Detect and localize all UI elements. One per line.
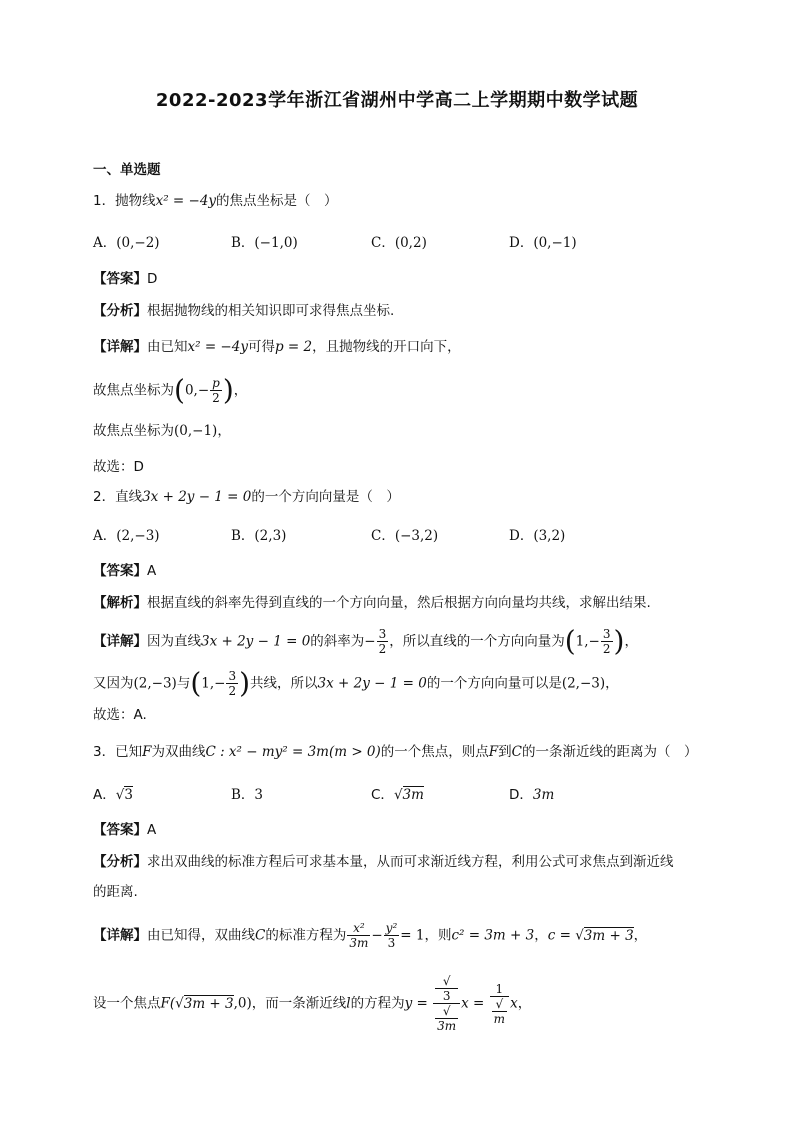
sqrt-sign: √ (115, 787, 125, 803)
q2-option-d[interactable]: D．(3,2) (509, 528, 566, 544)
sqrt-radicand: 3 (435, 988, 458, 1003)
fraction-numerator: √ 3 (433, 974, 460, 1004)
q1-detail-eq: x² = −4y (187, 339, 248, 355)
q1-detail-text: 由已知 (147, 339, 188, 355)
q2-answer (93, 561, 156, 581)
q3-option-c[interactable] (371, 783, 424, 803)
q1-option-b[interactable]: B．(−1,0) (231, 235, 298, 251)
q2-option-b[interactable]: B．(2,3) (231, 528, 287, 544)
q3-detail-eq: c² = 3m + 3 (451, 927, 535, 944)
q1-detail-text: 故焦点坐标为 (93, 382, 174, 399)
fraction (377, 627, 389, 656)
page-title: 2022-2023学年浙江省湖州中学高二上学期期中数学试题 (155, 90, 639, 111)
q2-detail-eq: − (364, 633, 376, 650)
q1-option-c[interactable]: C．(0,2) (371, 235, 427, 251)
q1-detail-text: ， (217, 423, 231, 439)
q3-detail-eq: x = (461, 995, 489, 1012)
fraction-denominator: 2 (602, 642, 611, 656)
q2-detail-text: 因为直线 (147, 633, 201, 650)
option-label: A． (93, 787, 116, 803)
fraction-denominator: 2 (378, 642, 387, 656)
answer-tag: 【答案】 (93, 271, 147, 287)
q3-stem-text: 3．已知 (93, 744, 143, 760)
fraction-numerator: 1 (490, 982, 509, 997)
q3-detail-eq: 3m + 3 (583, 927, 634, 944)
q3-detail-eq: y = (404, 995, 433, 1012)
q2-detail-eq: (2,−3) (561, 675, 606, 692)
fraction-numerator: 3 (602, 627, 611, 641)
right-paren: ) (222, 373, 234, 407)
option-label: C． (371, 787, 394, 803)
fraction-denominator: √ 3m (437, 1004, 457, 1033)
q2-detail-text: ， (624, 633, 638, 650)
q3-stem-text: 为双曲线 (151, 744, 206, 760)
q2-stem-text: 2．直线 (93, 489, 143, 505)
fraction-denominator: 3m (349, 936, 369, 950)
q3-detail-text: 设一个焦点 (93, 995, 161, 1012)
fraction-numerator: x² (347, 921, 370, 936)
q2-detail-eq: 1,− (201, 675, 226, 692)
detail-tag: 【详解】 (93, 927, 147, 944)
left-paren: ( (174, 373, 185, 407)
q2-detail-eq: 3x + 2y − 1 = 0 (317, 675, 427, 692)
fraction (490, 982, 509, 1026)
q3-stem (93, 742, 698, 762)
q3-option-d[interactable] (509, 783, 554, 803)
q3-detail-eq: x (510, 995, 518, 1012)
q3-options (93, 783, 713, 803)
q3-stem-var: F (488, 744, 499, 760)
section-heading: 一、单选题 (93, 162, 161, 178)
left-paren: ( (564, 624, 576, 658)
q1-option-d[interactable]: D．(0,−1) (509, 235, 577, 251)
q3-detail-text: ，则 (424, 927, 452, 944)
q3-detail-text: ， (517, 995, 532, 1012)
q3-detail-text: 的标准方程为 (265, 927, 347, 944)
analysis-tag: 【分析】 (93, 854, 147, 870)
q2-detail-text: ， (605, 675, 619, 692)
q2-detail-eq: (2,−3) (133, 675, 177, 692)
fraction-numerator: 3 (378, 627, 387, 641)
q1-answer-value: D (147, 271, 158, 287)
q3-stem-text: 到 (498, 744, 512, 760)
option-value: 3 (124, 787, 133, 803)
q2-stem-tail: 的一个方向向量是（ ） (251, 489, 400, 505)
q3-detail-line2 (93, 974, 531, 1033)
q3-answer (93, 820, 156, 840)
q3-stem-var: C (511, 744, 523, 760)
q2-detail-text: 的斜率为 (310, 633, 365, 650)
q2-detail-line1 (93, 624, 638, 658)
detail-tag: 【详解】 (93, 339, 147, 355)
q3-detail-line1 (93, 921, 647, 950)
q2-options (93, 524, 713, 544)
fraction (601, 627, 613, 656)
fraction (226, 669, 238, 698)
q3-option-b[interactable]: B．3 (231, 787, 264, 803)
fraction-numerator: y² (385, 921, 398, 935)
q3-detail-text: 的方程为 (350, 995, 405, 1012)
q1-stem-text: 1．抛物线 (93, 193, 156, 209)
sqrt-radicand: 3m (437, 1019, 457, 1033)
q1-analysis-text: 根据抛物线的相关知识即可求得焦点坐标. (147, 303, 395, 319)
q2-detail-text: 又因为 (93, 675, 134, 692)
fraction-numerator: 3 (228, 669, 237, 683)
q3-detail-text: ，而一条渐近线 (251, 995, 347, 1012)
fraction (433, 974, 460, 1033)
sqrt-sign: √ (575, 927, 584, 944)
fraction (384, 921, 400, 950)
q1-analysis (93, 301, 394, 321)
option-value: 3m (532, 787, 555, 803)
q2-detail-text: ，所以直线的一个方向向量为 (389, 633, 565, 650)
q1-option-a[interactable]: A．(0,−2) (93, 235, 160, 251)
fraction-denominator: 3 (387, 936, 396, 950)
q3-analysis-text: 求出双曲线的标准方程后可求基本量，从而可求渐近线方程，利用公式可求焦点到渐近线 (147, 854, 674, 870)
q3-stem-text: 的一个焦点，则点 (380, 744, 489, 760)
q3-detail-text: ， (534, 927, 548, 944)
q1-detail-eq: p = 2 (274, 339, 313, 355)
fraction-numerator: p (212, 376, 220, 390)
q3-detail-eq: ,0) (233, 995, 252, 1012)
q1-detail-eq: (0,−1) (174, 423, 218, 439)
q1-detail-line1 (93, 337, 461, 357)
q3-option-a[interactable] (93, 783, 133, 803)
q1-detail-text: 可得 (247, 339, 275, 355)
answer-tag: 【答案】 (93, 822, 147, 838)
sqrt-sign: √ (175, 995, 184, 1012)
q1-choose: 故选：D (93, 459, 144, 475)
q3-stem-var: F (142, 744, 152, 760)
q1-options (93, 231, 713, 251)
q2-detail-eq: 3x + 2y − 1 = 0 (201, 633, 311, 650)
q3-analysis-line1 (93, 852, 674, 872)
q2-equation: 3x + 2y − 1 = 0 (142, 489, 252, 505)
q3-detail-text: 由已知得，双曲线 (147, 927, 255, 944)
q1-detail-line3 (93, 421, 231, 441)
right-paren: ) (239, 666, 251, 700)
q2-analysis-text: 根据直线的斜率先得到直线的一个方向向量，然后根据方向向量均共线，求解出结果. (147, 595, 651, 611)
q2-option-c[interactable]: C．(−3,2) (371, 528, 439, 544)
minus-sign: − (371, 927, 383, 944)
option-label: D． (509, 787, 533, 803)
fraction-denominator: 2 (212, 391, 220, 405)
sqrt-radicand: m (493, 1011, 506, 1026)
q3-equation: C : x² − my² = 3m(m > 0) (205, 744, 381, 760)
fraction-denominator: √ m (493, 996, 506, 1026)
q3-answer-value: A (147, 822, 157, 838)
q2-analysis (93, 593, 651, 613)
q2-detail-eq: 1,− (575, 633, 600, 650)
q3-detail-var: C (255, 927, 266, 944)
q3-detail-var: l (346, 995, 351, 1012)
q1-answer (93, 269, 157, 289)
q1-detail-text: ， (233, 382, 248, 399)
q3-stem-tail: 的一条渐近线的距离为（ ） (522, 744, 698, 760)
detail-tag: 【详解】 (93, 633, 147, 650)
q1-detail-text: 故焦点坐标为 (93, 423, 174, 439)
answer-tag: 【答案】 (93, 563, 147, 579)
analysis-tag: 【分析】 (93, 303, 147, 319)
q1-detail-eq: 0,− (184, 382, 210, 399)
analysis-tag: 【解析】 (93, 595, 147, 611)
fraction-denominator: 2 (228, 684, 237, 698)
q1-stem (93, 191, 338, 211)
q1-detail-line2 (93, 373, 248, 407)
q1-stem-tail: 的焦点坐标是（ ） (216, 193, 338, 209)
q3-detail-eq: = 1 (400, 927, 425, 944)
q2-detail-text: 与 (176, 675, 191, 692)
option-value: 3m (402, 787, 424, 803)
q1-detail-text: ，且抛物线的开口向下， (312, 339, 461, 355)
q3-detail-eq: F( (160, 995, 176, 1012)
q2-option-a[interactable]: A．(2,−3) (93, 528, 160, 544)
fraction (210, 376, 222, 405)
q2-detail-line2 (93, 666, 619, 700)
q1-equation: x² = −4y (155, 193, 217, 209)
q2-detail-text: 的一个方向向量可以是 (426, 675, 562, 692)
q3-detail-eq: 3m + 3 (183, 995, 234, 1012)
q2-stem (93, 487, 400, 507)
q3-detail-text: ， (633, 927, 648, 944)
fraction (347, 921, 370, 950)
right-paren: ) (613, 624, 625, 658)
q2-choose: 故选：A. (93, 707, 147, 723)
q3-analysis-line2: 的距离. (93, 884, 138, 900)
left-paren: ( (190, 666, 202, 700)
q2-answer-value: A (147, 563, 157, 579)
sqrt-sign: √ (393, 787, 403, 803)
q2-detail-text: 共线，所以 (250, 675, 318, 692)
q3-detail-eq: c = (547, 927, 576, 944)
